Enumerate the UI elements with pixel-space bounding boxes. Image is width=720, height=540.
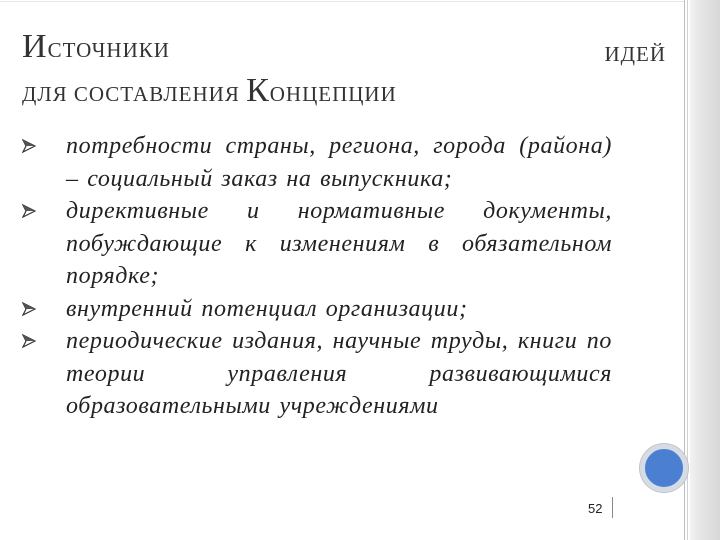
list-item xyxy=(22,293,612,326)
title-line-2-initial: К xyxy=(246,72,270,109)
bullet-list xyxy=(22,130,612,423)
list-item-text: потребности страны, региона, города (района) – социальный заказ на выпускника; xyxy=(66,133,612,192)
top-rule xyxy=(0,1,684,2)
list-item xyxy=(22,130,612,195)
list-item-text: периодические издания, научные труды, книги по теории управления развивающимися образовательными учреждениями xyxy=(66,328,612,419)
title-line-2 xyxy=(22,72,397,110)
title-word-2: ИДЕЙ xyxy=(604,42,666,66)
title-word-1 xyxy=(22,28,170,66)
right-border-line-inner xyxy=(687,0,688,540)
page-number: 52 xyxy=(588,501,603,516)
arrowhead-bullet-icon xyxy=(22,139,36,153)
arrowhead-bullet-icon xyxy=(22,204,36,218)
right-border-band xyxy=(690,0,720,540)
title-line-2-rest: ОНЦЕПЦИИ xyxy=(269,82,397,106)
slide-title xyxy=(22,20,672,109)
list-item xyxy=(22,195,612,293)
title-word-1-initial: И xyxy=(22,28,48,65)
arrowhead-bullet-icon xyxy=(22,302,36,316)
blue-circle-decoration xyxy=(640,444,688,492)
arrowhead-bullet-icon xyxy=(22,334,36,348)
title-word-1-rest: СТОЧНИКИ xyxy=(47,38,170,62)
title-line-2-part: ДЛЯ СОСТАВЛЕНИЯ xyxy=(22,82,247,106)
list-item-text: внутренний потенциал организации; xyxy=(66,295,468,322)
list-item xyxy=(22,325,612,423)
list-item-text: директивные и нормативные документы, побуждающие к изменениям в обязательном порядке; xyxy=(66,198,612,289)
page-number-divider xyxy=(612,497,613,518)
